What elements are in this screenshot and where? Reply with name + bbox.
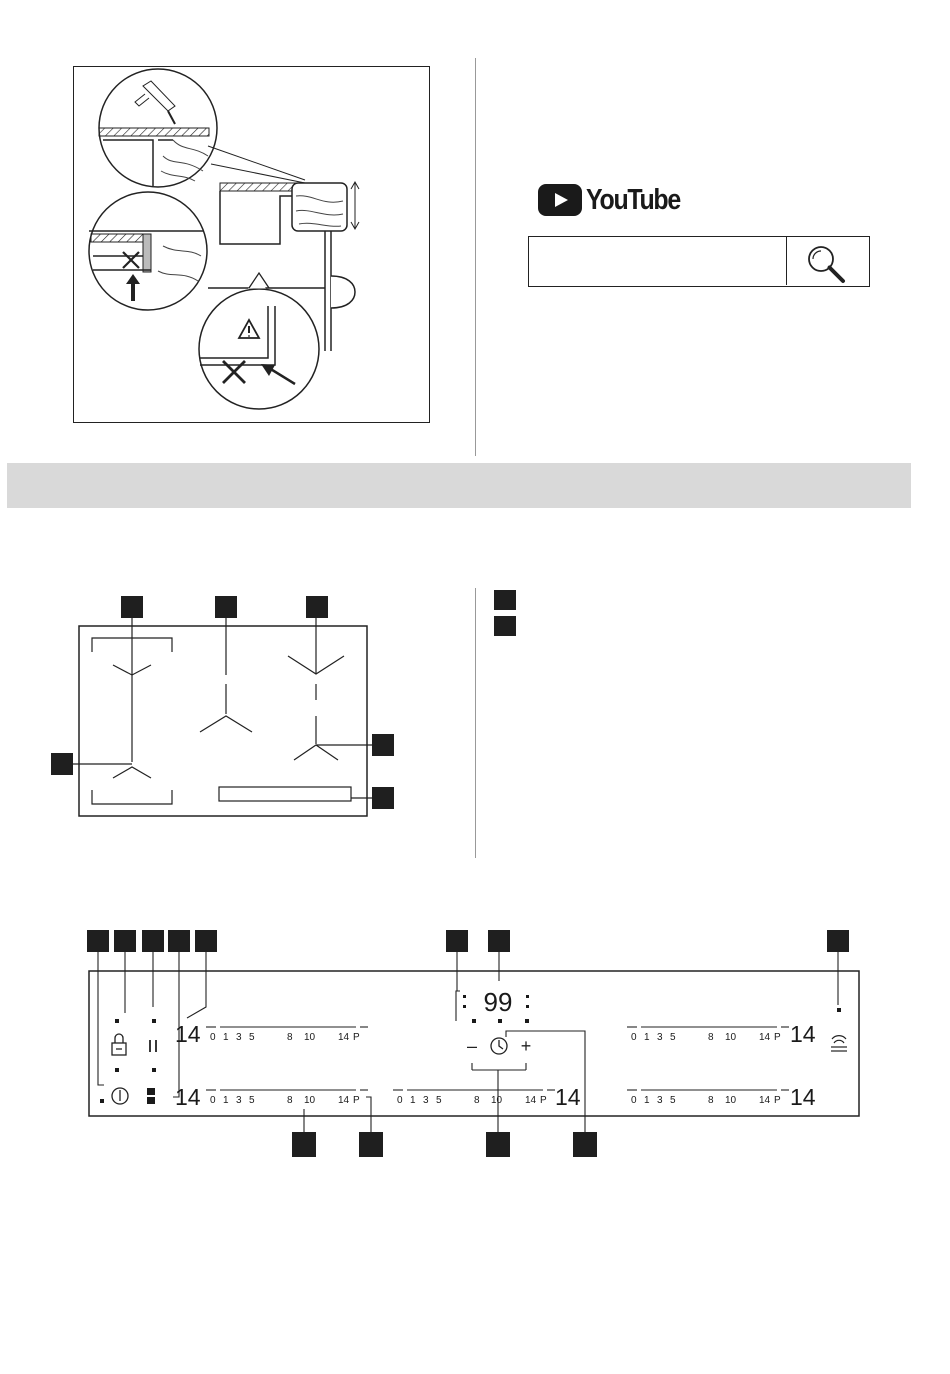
callout-marker	[51, 753, 73, 775]
cooking-zone-middle	[200, 618, 252, 732]
power-level-label: 8	[708, 1095, 714, 1106]
power-level-label: 10	[725, 1095, 737, 1106]
power-level-label: 10	[304, 1032, 316, 1043]
power-level-label: 5	[249, 1032, 255, 1043]
power-level-label: 8	[474, 1095, 480, 1106]
magnifier-icon	[787, 237, 870, 285]
slider-front-left-top[interactable]	[206, 1027, 368, 1043]
power-level-label: 0	[631, 1095, 637, 1106]
timer-plus-button[interactable]: +	[520, 1036, 532, 1056]
power-level-label: 10	[725, 1032, 737, 1043]
timer-clock-icon	[491, 1038, 507, 1054]
power-level-label: 3	[423, 1095, 429, 1106]
power-level-label: 1	[644, 1095, 650, 1106]
callout-marker	[486, 1132, 510, 1157]
power-level-label: 1	[644, 1032, 650, 1043]
zone-power-display: 14	[175, 1084, 201, 1110]
search-box	[528, 236, 870, 287]
power-level-label: 10	[491, 1095, 503, 1106]
slider-middle[interactable]	[393, 1090, 555, 1106]
callout-marker	[306, 596, 328, 618]
callout-marker	[195, 930, 217, 952]
power-level-label: 8	[287, 1095, 293, 1106]
zone-power-display: 14	[790, 1084, 816, 1110]
column-divider-top	[475, 58, 476, 456]
power-level-label: P	[774, 1095, 781, 1106]
power-level-label: 3	[657, 1095, 663, 1106]
detail-edge-seal	[89, 192, 207, 310]
callout-marker	[121, 596, 143, 618]
timer-minus-button[interactable]: –	[466, 1036, 478, 1056]
search-input[interactable]	[529, 237, 786, 285]
power-level-label: P	[353, 1032, 360, 1043]
callout-marker	[359, 1132, 383, 1157]
power-level-label: 1	[223, 1095, 229, 1106]
power-level-label: 14	[759, 1032, 771, 1043]
power-level-label: 0	[631, 1032, 637, 1043]
power-level-label: 5	[670, 1032, 676, 1043]
cooking-zone-bridge	[73, 618, 172, 804]
callout-marker	[372, 787, 394, 809]
power-level-label: 8	[287, 1032, 293, 1043]
power-level-label: 14	[759, 1095, 771, 1106]
power-level-label: 1	[410, 1095, 416, 1106]
hob2hood-wave-icon	[831, 1036, 847, 1051]
power-level-label: 0	[210, 1095, 216, 1106]
bridge-icon	[147, 1088, 155, 1104]
power-level-label: P	[540, 1095, 547, 1106]
zone-power-display: 14	[790, 1021, 816, 1047]
section-header-bar	[7, 463, 911, 508]
slider-right-top[interactable]	[627, 1027, 789, 1043]
lock-icon	[112, 1034, 126, 1055]
detail-sealant-gun	[99, 69, 217, 187]
power-level-label: P	[774, 1032, 781, 1043]
timer-display: 99	[483, 987, 513, 1017]
callout-marker	[114, 930, 136, 952]
power-level-label: 14	[338, 1032, 350, 1043]
callout-marker	[168, 930, 190, 952]
callout-marker	[215, 596, 237, 618]
installation-illustration	[73, 66, 430, 423]
power-level-label: 14	[525, 1095, 537, 1106]
control-panel-strip	[219, 787, 351, 801]
power-icon	[112, 1088, 128, 1104]
youtube-wordmark: YouTube	[586, 183, 680, 216]
callout-marker	[488, 930, 510, 952]
youtube-logo	[538, 183, 695, 217]
callout-marker	[827, 930, 849, 952]
power-level-label: 5	[249, 1095, 255, 1106]
power-level-label: 3	[657, 1032, 663, 1043]
callout-marker	[446, 930, 468, 952]
power-level-label: 0	[210, 1032, 216, 1043]
callout-marker	[372, 734, 394, 756]
zone-power-display: 14	[555, 1084, 581, 1110]
power-level-label: 3	[236, 1032, 242, 1043]
power-level-label: 5	[670, 1095, 676, 1106]
callout-marker	[292, 1132, 316, 1157]
hob-layout-diagram	[50, 592, 400, 824]
control-panel-diagram	[80, 925, 870, 1165]
power-level-label: 0	[397, 1095, 403, 1106]
power-level-label: P	[353, 1095, 360, 1106]
zone-power-display: 14	[175, 1021, 201, 1047]
power-level-label: 8	[708, 1032, 714, 1043]
power-level-label: 14	[338, 1095, 350, 1106]
slider-right-bottom[interactable]	[627, 1090, 789, 1106]
callout-marker	[142, 930, 164, 952]
power-level-label: 5	[436, 1095, 442, 1106]
callout-marker	[573, 1132, 597, 1157]
callout-marker	[87, 930, 109, 952]
power-level-label: 3	[236, 1095, 242, 1106]
youtube-play-icon	[538, 184, 582, 216]
slider-front-left-bottom[interactable]	[206, 1090, 368, 1106]
power-level-label: 10	[304, 1095, 316, 1106]
cooking-zone-right	[288, 618, 372, 760]
legend-marker	[494, 590, 516, 610]
column-divider-middle	[475, 588, 476, 858]
search-button[interactable]	[786, 237, 870, 285]
legend-marker	[494, 616, 516, 636]
pause-icon	[150, 1040, 156, 1052]
power-level-label: 1	[223, 1032, 229, 1043]
